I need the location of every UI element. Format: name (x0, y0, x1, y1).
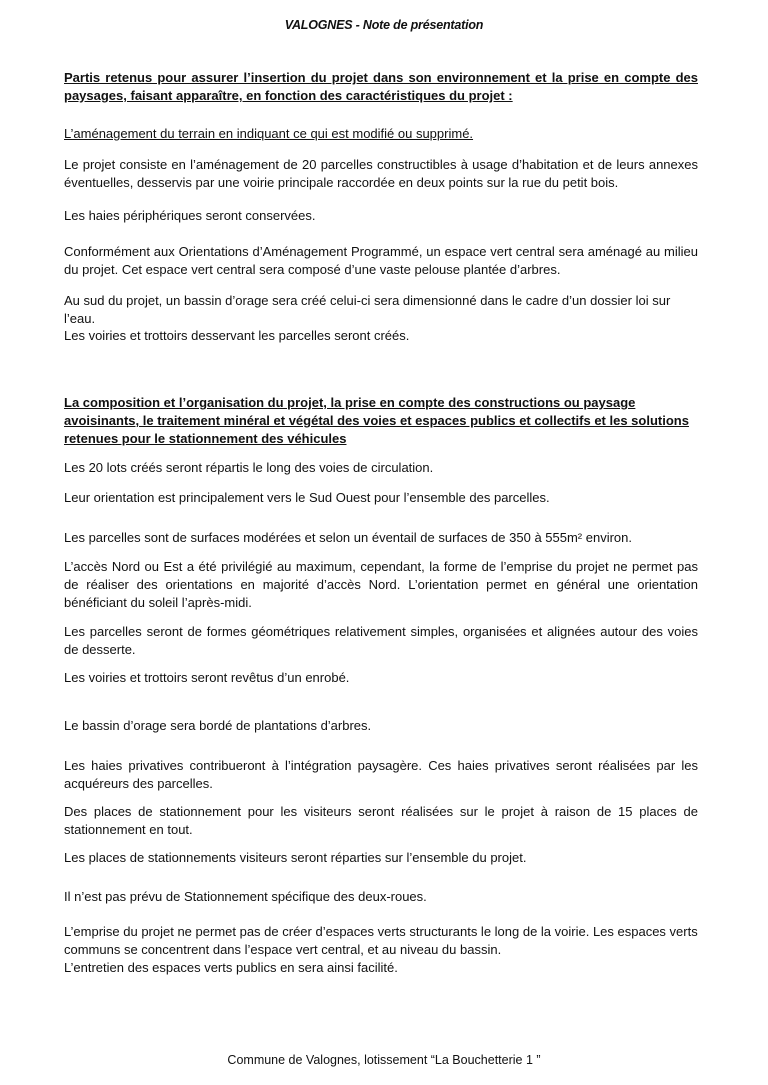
section2-paragraph: L’entretien des espaces verts publics en sera ainsi facilité. (64, 960, 398, 975)
section2-paragraph: Les parcelles sont de surfaces modérées et selon un éventail de surfaces de 350 à 555m² environ. (64, 530, 633, 545)
section1-heading: Partis retenus pour assurer l’insertion du projet dans son environnement et la prise en compte des paysages, faisant apparaître, en fonction des caractéristiques du projet : (64, 70, 698, 103)
section2-paragraph: Les parcelles seront de formes géométriques relativement simples, organisées et alignées autour des voies de desserte. (64, 624, 698, 657)
section2-paragraph: L’accès Nord ou Est a été privilégié au maximum, cependant, la forme de l’emprise du projet ne permet pas de réaliser des orientations en majorité d’accès Nord. L’orientation permet en général une orientation bénéficiant du soleil l’après-midi. (64, 559, 698, 610)
section1-paragraph: Les haies périphériques seront conservées. (64, 208, 316, 223)
section2-paragraph: Les 20 lots créés seront répartis le long des voies de circulation. (64, 460, 434, 475)
section1-paragraph: Au sud du projet, un bassin d’orage sera créé celui-ci sera dimensionné dans le cadre d’un dossier loi sur l’eau. (64, 293, 671, 326)
section1-subheading: L’aménagement du terrain en indiquant ce qui est modifié ou supprimé. (64, 126, 474, 141)
section2-paragraph: Des places de stationnement pour les visiteurs seront réalisées sur le projet à raison de 15 places de stationnement en tout. (64, 804, 698, 837)
page-footer: Commune de Valognes, lotissement “La Bouchetterie 1 ” (227, 1053, 541, 1067)
section2-paragraph: Il n’est pas prévu de Stationnement spécifique des deux-roues. (64, 889, 427, 904)
section2-heading: La composition et l’organisation du projet, la prise en compte des constructions ou paysage avoisinants, le traitement minéral et végétal des voies et espaces publics et collectifs et les solutions retenues pour le stationnement des véhicules (64, 395, 689, 446)
section1-paragraph: Conformément aux Orientations d’Aménagement Programmé, un espace vert central sera aménagé au milieu du projet. Cet espace vert central sera composé d’une vaste pelouse plantée d’arbres. (64, 244, 698, 277)
section1-paragraph: Les voiries et trottoirs desservant les parcelles seront créés. (64, 328, 410, 343)
section2-paragraph: Les voiries et trottoirs seront revêtus d’un enrobé. (64, 670, 350, 685)
page-header-title: VALOGNES - Note de présentation (284, 18, 484, 32)
section2-paragraph: Leur orientation est principalement vers le Sud Ouest pour l’ensemble des parcelles. (64, 490, 550, 505)
section1-paragraph: Le projet consiste en l’aménagement de 20 parcelles constructibles à usage d’habitation et de leurs annexes éventuelles, desservis par une voirie principale raccordée en deux points sur la rue du petit bois. (64, 157, 698, 190)
section2-paragraph: Les haies privatives contribueront à l’intégration paysagère. Ces haies privatives seront réalisées par les acquéreurs des parcelles. (64, 758, 698, 791)
section2-paragraph: Le bassin d’orage sera bordé de plantations d’arbres. (64, 718, 372, 733)
section2-paragraph: L’emprise du projet ne permet pas de créer d’espaces verts structurants le long de la voirie. Les espaces verts communs se concentrent dans l’espace vert central, et au niveau du bassin. (64, 924, 698, 957)
section2-paragraph: Les places de stationnements visiteurs seront réparties sur l’ensemble du projet. (64, 850, 527, 865)
